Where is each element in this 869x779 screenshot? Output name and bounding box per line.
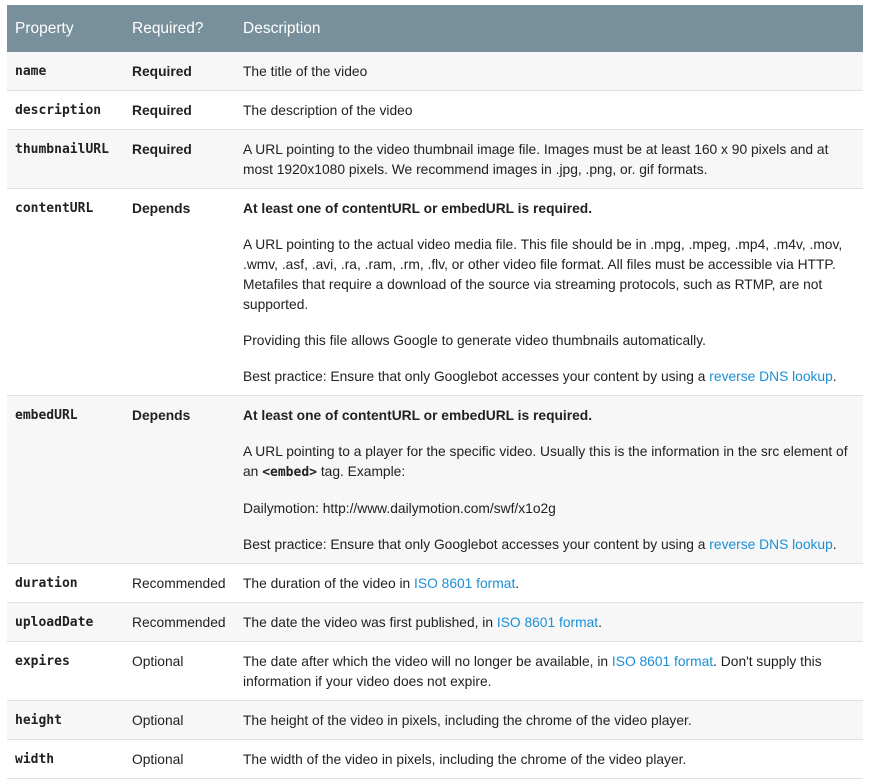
table-row [7, 91, 863, 130]
description-cell: The height of the video in pixels, including the chrome of the video player. [235, 701, 863, 740]
property-table [7, 5, 863, 779]
required-value: Recommended [124, 603, 235, 642]
description-text: The date the video was first published, in [243, 615, 497, 630]
best-practice-paragraph [243, 367, 855, 387]
property-name: embedURL [7, 396, 124, 564]
description-text: A URL pointing to a player for the specific video. Usually this is the information in the src element of an [243, 444, 848, 479]
description-cell: A URL pointing to the video thumbnail image file. Images must be at least 160 x 90 pixels and at most 1920x1080 pixels. We recommend images in .jpg, .png, or. gif formats. [235, 130, 863, 189]
property-name: name [7, 52, 124, 91]
required-value: Required [124, 130, 235, 189]
best-practice-text: Best practice: Ensure that only Googlebot accesses your content by using a [243, 537, 710, 552]
header-description: Description [235, 5, 863, 52]
table-row [7, 701, 863, 740]
required-value: Depends [124, 396, 235, 564]
table-row [7, 130, 863, 189]
requirement-note: At least one of contentURL or embedURL is required. [243, 408, 593, 423]
best-practice-suffix: . [832, 369, 837, 384]
property-name: duration [7, 564, 124, 603]
best-practice-paragraph [243, 535, 855, 555]
description-cell [235, 603, 863, 642]
table-header-row [7, 5, 863, 52]
required-value: Optional [124, 642, 235, 701]
property-name: height [7, 701, 124, 740]
property-name: uploadDate [7, 603, 124, 642]
description-cell: The title of the video [235, 52, 863, 91]
table-body [7, 52, 863, 779]
table-row [7, 52, 863, 91]
table-row [7, 396, 863, 564]
embed-tag-code: <embed> [262, 465, 317, 480]
reverse-dns-lookup-link[interactable]: reverse DNS lookup [709, 369, 833, 384]
description-paragraph: A URL pointing to the actual video media file. This file should be in .mpg, .mpeg, .mp4, .m4v, .mov, .wmv, .asf, .avi, .ra, .ram, .rm, .flv, or other video file format. All files must be accessible via HTTP. Metafiles that require a download of the source via streaming protocols, such as RTMP, are not supported. [243, 237, 843, 312]
required-value: Depends [124, 189, 235, 396]
description-paragraph [243, 442, 855, 483]
table-header [7, 5, 863, 52]
description-cell: The description of the video [235, 91, 863, 130]
reverse-dns-lookup-link[interactable]: reverse DNS lookup [709, 537, 833, 552]
description-text: The duration of the video in [243, 576, 415, 591]
table-row [7, 564, 863, 603]
property-name: contentURL [7, 189, 124, 396]
description-cell [235, 564, 863, 603]
property-table-container [7, 5, 863, 779]
table-row [7, 642, 863, 701]
iso-8601-format-link[interactable]: ISO 8601 format [611, 654, 714, 669]
required-value: Optional [124, 740, 235, 779]
table-row [7, 740, 863, 779]
required-value: Required [124, 52, 235, 91]
required-value: Required [124, 91, 235, 130]
property-name: thumbnailURL [7, 130, 124, 189]
property-name: description [7, 91, 124, 130]
description-cell [235, 189, 863, 396]
example-paragraph: Dailymotion: http://www.dailymotion.com/swf/x1o2g [243, 501, 556, 516]
table-row [7, 603, 863, 642]
table-row [7, 189, 863, 396]
description-suffix: . Don't supply this information if your video does not expire. [243, 654, 822, 689]
iso-8601-format-link[interactable]: ISO 8601 format [414, 576, 516, 591]
best-practice-text: Best practice: Ensure that only Googlebot accesses your content by using a [243, 369, 710, 384]
header-property: Property [7, 5, 124, 52]
description-cell [235, 396, 863, 564]
description-cell: The width of the video in pixels, including the chrome of the video player. [235, 740, 863, 779]
description-cell [235, 642, 863, 701]
description-text: The date after which the video will no longer be available, in [243, 654, 612, 669]
required-value: Optional [124, 701, 235, 740]
property-name: expires [7, 642, 124, 701]
property-name: width [7, 740, 124, 779]
required-value: Recommended [124, 564, 235, 603]
best-practice-suffix: . [832, 537, 837, 552]
description-suffix: . [515, 576, 520, 591]
requirement-note: At least one of contentURL or embedURL is required. [243, 201, 593, 216]
description-paragraph: Providing this file allows Google to generate video thumbnails automatically. [243, 333, 706, 348]
description-suffix: tag. Example: [316, 464, 406, 479]
header-required: Required? [124, 5, 235, 52]
description-suffix: . [598, 615, 602, 630]
iso-8601-format-link[interactable]: ISO 8601 format [496, 615, 599, 630]
